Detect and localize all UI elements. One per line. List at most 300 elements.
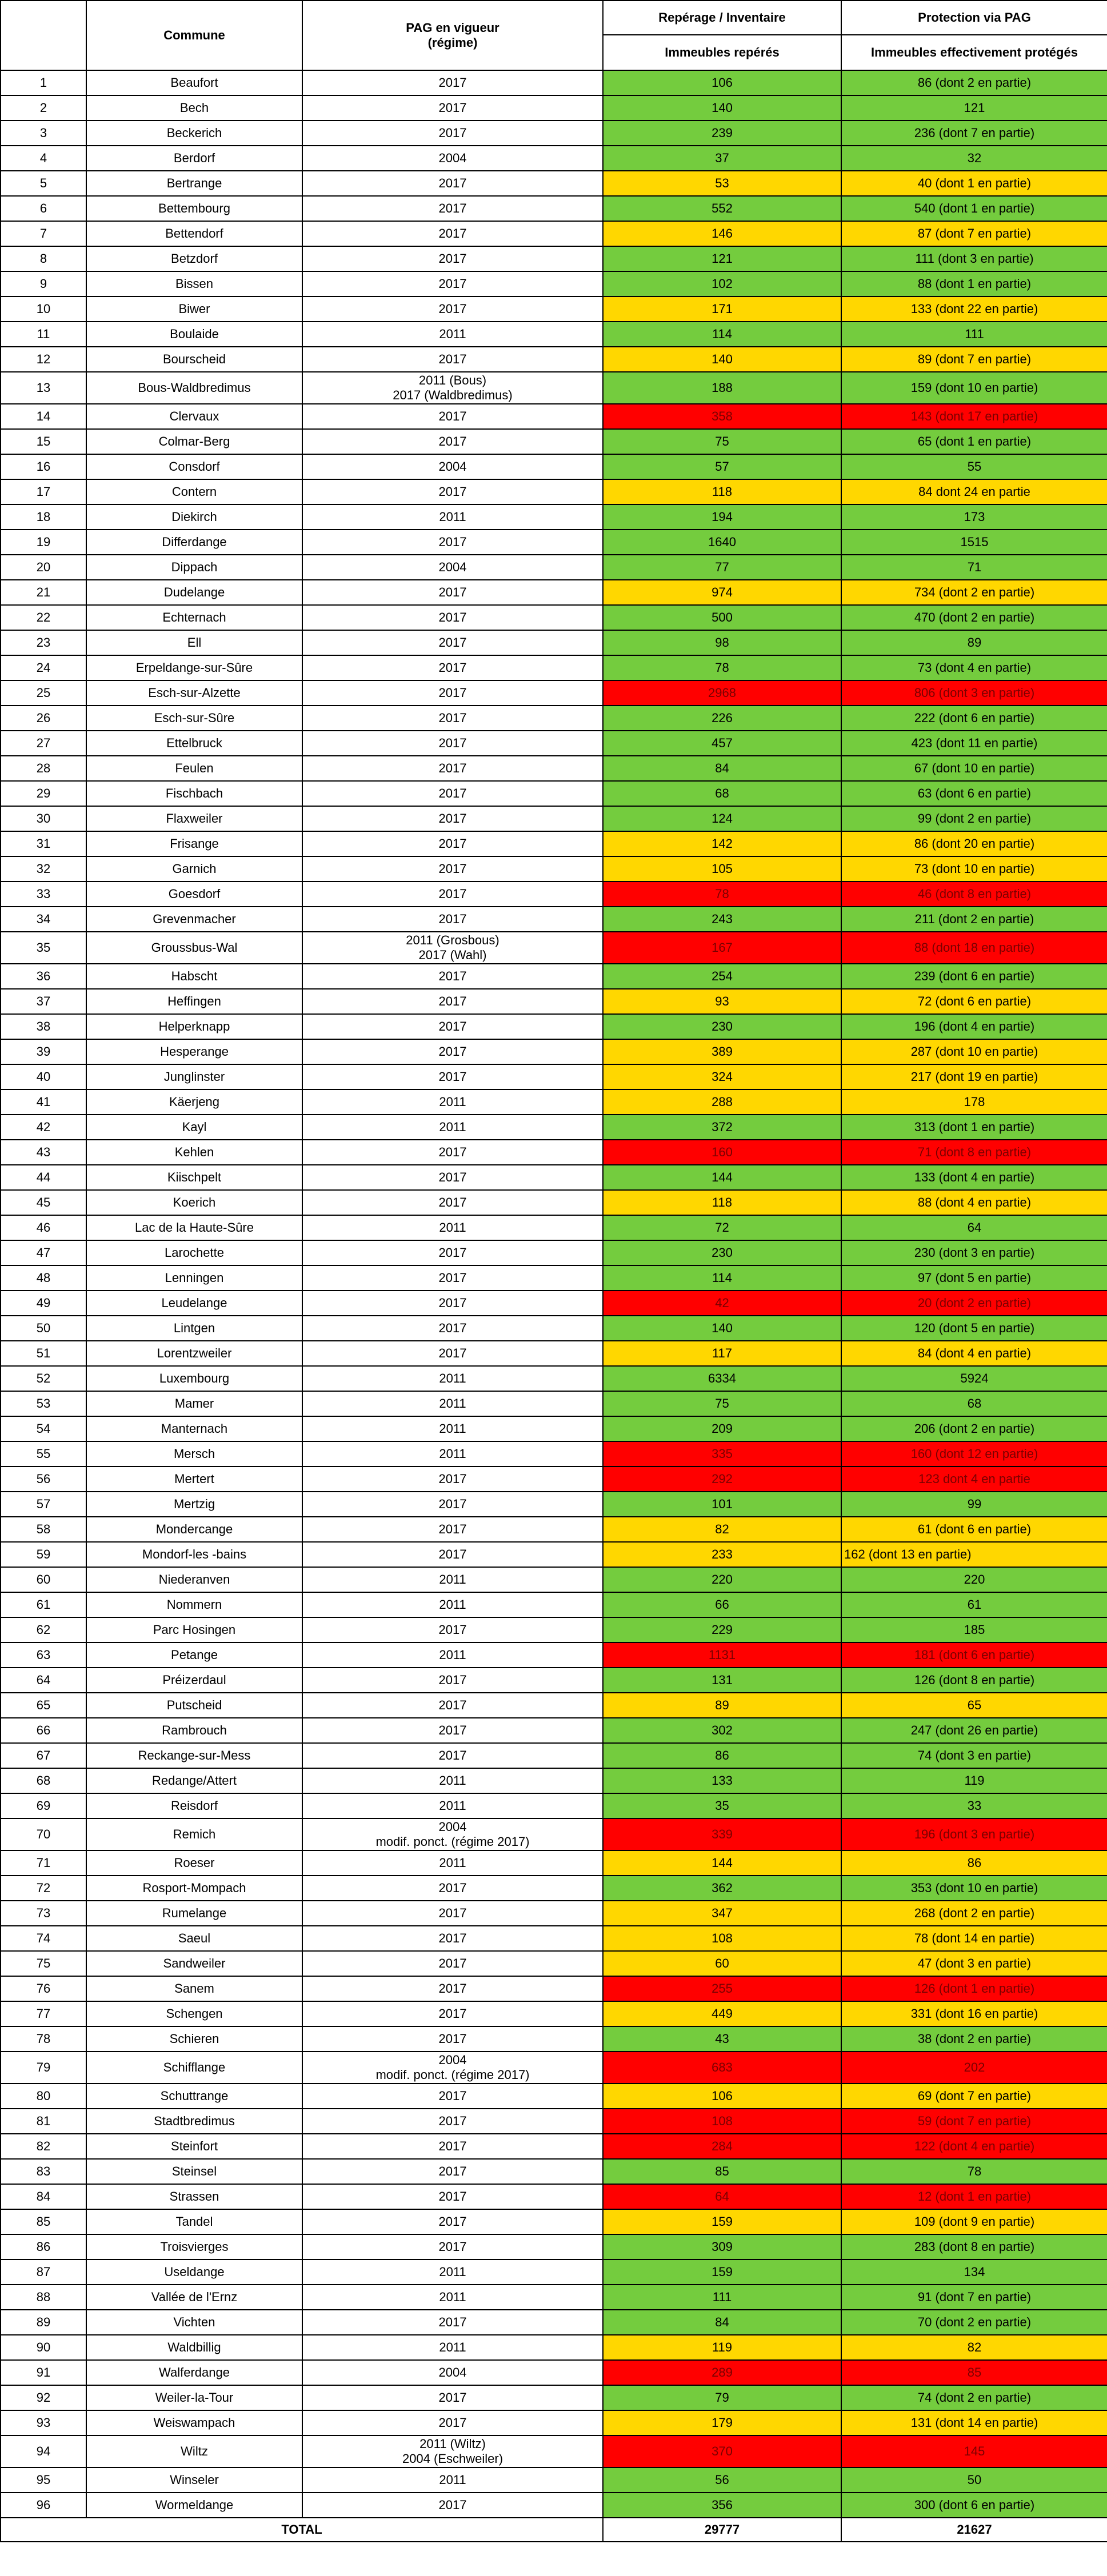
commune-name: Lac de la Haute-Sûre	[86, 1215, 302, 1240]
table-row	[1, 2259, 1107, 2285]
pag-regime: 2017	[302, 1291, 603, 1316]
table-row	[1, 2410, 1107, 2435]
pag-regime: 2017	[302, 2109, 603, 2134]
row-number: 95	[1, 2467, 86, 2493]
immeubles-proteges: 61 (dont 6 en partie)	[841, 1517, 1107, 1542]
immeubles-reperes: 89	[603, 1693, 841, 1718]
immeubles-proteges: 86 (dont 2 en partie)	[841, 70, 1107, 95]
table-row	[1, 2026, 1107, 2052]
commune-name: Saeul	[86, 1926, 302, 1951]
row-number: 47	[1, 1240, 86, 1265]
row-number: 77	[1, 2001, 86, 2026]
immeubles-reperes: 64	[603, 2184, 841, 2209]
immeubles-reperes: 108	[603, 1926, 841, 1951]
table-row	[1, 1165, 1107, 1190]
table-row	[1, 1341, 1107, 1366]
row-number: 89	[1, 2310, 86, 2335]
commune-name: Junglinster	[86, 1064, 302, 1089]
table-row	[1, 2109, 1107, 2134]
pag-regime: 2017	[302, 1743, 603, 1768]
table-row	[1, 605, 1107, 630]
immeubles-proteges: 69 (dont 7 en partie)	[841, 2084, 1107, 2109]
pag-regime: 2017	[302, 530, 603, 555]
row-number: 33	[1, 882, 86, 907]
table-row	[1, 731, 1107, 756]
immeubles-proteges: 134	[841, 2259, 1107, 2285]
commune-name: Vichten	[86, 2310, 302, 2335]
pag-regime: 2017	[302, 2026, 603, 2052]
commune-name: Schieren	[86, 2026, 302, 2052]
pag-regime: 2004	[302, 146, 603, 171]
immeubles-proteges: 64	[841, 1215, 1107, 1240]
table-row	[1, 1240, 1107, 1265]
table-row	[1, 706, 1107, 731]
immeubles-proteges: 121	[841, 95, 1107, 121]
pag-regime: 2017	[302, 221, 603, 246]
row-number: 24	[1, 655, 86, 680]
commune-name: Schifflange	[86, 2052, 302, 2084]
row-number: 45	[1, 1190, 86, 1215]
immeubles-reperes: 102	[603, 271, 841, 297]
commune-name: Wormeldange	[86, 2493, 302, 2518]
immeubles-proteges: 88 (dont 18 en partie)	[841, 932, 1107, 964]
row-number: 83	[1, 2159, 86, 2184]
commune-name: Strassen	[86, 2184, 302, 2209]
pag-regime: 2017	[302, 196, 603, 221]
table-row	[1, 221, 1107, 246]
immeubles-proteges: 61	[841, 1592, 1107, 1617]
table-row	[1, 1492, 1107, 1517]
commune-name: Préizerdaul	[86, 1668, 302, 1693]
immeubles-reperes: 105	[603, 856, 841, 882]
pag-regime: 2017	[302, 1951, 603, 1976]
row-number: 38	[1, 1014, 86, 1039]
table-row	[1, 1190, 1107, 1215]
immeubles-reperes: 188	[603, 372, 841, 404]
commune-name: Dippach	[86, 555, 302, 580]
immeubles-reperes: 108	[603, 2109, 841, 2134]
immeubles-proteges: 423 (dont 11 en partie)	[841, 731, 1107, 756]
commune-name: Rambrouch	[86, 1718, 302, 1743]
immeubles-proteges: 89	[841, 630, 1107, 655]
immeubles-proteges: 196 (dont 4 en partie)	[841, 1014, 1107, 1039]
immeubles-reperes: 98	[603, 630, 841, 655]
row-number: 28	[1, 756, 86, 781]
immeubles-reperes: 292	[603, 1467, 841, 1492]
pag-regime: 2011	[302, 2335, 603, 2360]
pag-regime: 2017	[302, 1190, 603, 1215]
pag-regime: 2017	[302, 731, 603, 756]
pag-regime: 2017	[302, 2159, 603, 2184]
immeubles-proteges: 86 (dont 20 en partie)	[841, 831, 1107, 856]
pag-regime: 2017	[302, 2084, 603, 2109]
immeubles-proteges: 85	[841, 2360, 1107, 2385]
row-number: 56	[1, 1467, 86, 1492]
row-number: 26	[1, 706, 86, 731]
pag-regime: 2017	[302, 1140, 603, 1165]
immeubles-proteges: 87 (dont 7 en partie)	[841, 221, 1107, 246]
table-row	[1, 1140, 1107, 1165]
immeubles-proteges: 109 (dont 9 en partie)	[841, 2209, 1107, 2234]
immeubles-reperes: 339	[603, 1818, 841, 1850]
immeubles-reperes: 552	[603, 196, 841, 221]
row-number: 62	[1, 1617, 86, 1642]
pag-regime: 2017	[302, 2134, 603, 2159]
table-row	[1, 1039, 1107, 1064]
row-number: 25	[1, 680, 86, 706]
commune-name: Luxembourg	[86, 1366, 302, 1391]
immeubles-proteges: 268 (dont 2 en partie)	[841, 1901, 1107, 1926]
immeubles-proteges: 202	[841, 2052, 1107, 2084]
immeubles-proteges: 65	[841, 1693, 1107, 1718]
immeubles-proteges: 173	[841, 504, 1107, 530]
table-row	[1, 2159, 1107, 2184]
row-number: 41	[1, 1089, 86, 1115]
row-number: 60	[1, 1567, 86, 1592]
commune-name: Hesperange	[86, 1039, 302, 1064]
pag-regime: 2017	[302, 347, 603, 372]
commune-name: Goesdorf	[86, 882, 302, 907]
immeubles-reperes: 56	[603, 2467, 841, 2493]
immeubles-reperes: 239	[603, 121, 841, 146]
table-row	[1, 756, 1107, 781]
pag-regime: 2017	[302, 680, 603, 706]
immeubles-reperes: 209	[603, 1416, 841, 1441]
table-row	[1, 171, 1107, 196]
pag-regime: 2017	[302, 1165, 603, 1190]
immeubles-proteges: 71 (dont 8 en partie)	[841, 1140, 1107, 1165]
row-number: 90	[1, 2335, 86, 2360]
immeubles-reperes: 106	[603, 2084, 841, 2109]
commune-name: Lintgen	[86, 1316, 302, 1341]
table-row	[1, 429, 1107, 454]
table-row	[1, 271, 1107, 297]
pag-regime: 2011	[302, 504, 603, 530]
table-row	[1, 2285, 1107, 2310]
immeubles-proteges: 46 (dont 8 en partie)	[841, 882, 1107, 907]
row-number: 7	[1, 221, 86, 246]
pag-regime: 2017	[302, 1467, 603, 1492]
immeubles-proteges: 178	[841, 1089, 1107, 1115]
table-row	[1, 2084, 1107, 2109]
immeubles-proteges: 470 (dont 2 en partie)	[841, 605, 1107, 630]
row-number: 67	[1, 1743, 86, 1768]
commune-name: Rumelange	[86, 1901, 302, 1926]
immeubles-proteges: 181 (dont 6 en partie)	[841, 1642, 1107, 1668]
commune-name: Remich	[86, 1818, 302, 1850]
table-row	[1, 1592, 1107, 1617]
immeubles-reperes: 114	[603, 322, 841, 347]
commune-name: Steinsel	[86, 2159, 302, 2184]
row-number: 42	[1, 1115, 86, 1140]
commune-name: Manternach	[86, 1416, 302, 1441]
table-row	[1, 856, 1107, 882]
table-row	[1, 1567, 1107, 1592]
row-number: 13	[1, 372, 86, 404]
table-row	[1, 1617, 1107, 1642]
pag-regime: 2011	[302, 2467, 603, 2493]
pag-regime: 2017	[302, 2310, 603, 2335]
immeubles-reperes: 66	[603, 1592, 841, 1617]
immeubles-proteges: 73 (dont 10 en partie)	[841, 856, 1107, 882]
pag-regime: 2017	[302, 1341, 603, 1366]
commune-name: Reckange-sur-Mess	[86, 1743, 302, 1768]
immeubles-reperes: 144	[603, 1850, 841, 1876]
pag-regime: 2011	[302, 1391, 603, 1416]
immeubles-reperes: 144	[603, 1165, 841, 1190]
immeubles-proteges: 63 (dont 6 en partie)	[841, 781, 1107, 806]
row-number: 93	[1, 2410, 86, 2435]
table-row	[1, 964, 1107, 989]
immeubles-proteges: 145	[841, 2435, 1107, 2467]
commune-name: Stadtbredimus	[86, 2109, 302, 2134]
row-number: 2	[1, 95, 86, 121]
commune-name: Tandel	[86, 2209, 302, 2234]
immeubles-reperes: 288	[603, 1089, 841, 1115]
pag-regime: 2017	[302, 479, 603, 504]
table-row	[1, 2385, 1107, 2410]
immeubles-proteges: 78 (dont 14 en partie)	[841, 1926, 1107, 1951]
table-row	[1, 806, 1107, 831]
immeubles-proteges: 5924	[841, 1366, 1107, 1391]
pag-regime: 2017	[302, 1693, 603, 1718]
pag-regime: 2017	[302, 1517, 603, 1542]
immeubles-reperes: 335	[603, 1441, 841, 1467]
immeubles-reperes: 358	[603, 404, 841, 429]
immeubles-reperes: 230	[603, 1240, 841, 1265]
pag-regime: 2011	[302, 1366, 603, 1391]
commune-name: Bech	[86, 95, 302, 121]
table-row	[1, 1215, 1107, 1240]
pag-regime: 2004	[302, 2360, 603, 2385]
pag-regime: 2017	[302, 70, 603, 95]
table-row	[1, 297, 1107, 322]
immeubles-reperes: 6334	[603, 1366, 841, 1391]
table-row	[1, 2184, 1107, 2209]
table-row	[1, 121, 1107, 146]
commune-name: Lorentzweiler	[86, 1341, 302, 1366]
row-number: 49	[1, 1291, 86, 1316]
immeubles-proteges: 99	[841, 1492, 1107, 1517]
pag-regime: 2017	[302, 882, 603, 907]
total-label: TOTAL	[1, 2518, 603, 2542]
immeubles-reperes: 302	[603, 1718, 841, 1743]
immeubles-reperes: 167	[603, 932, 841, 964]
commune-name: Schuttrange	[86, 2084, 302, 2109]
pag-regime: 2017	[302, 121, 603, 146]
table-row	[1, 989, 1107, 1014]
pag-regime: 2017	[302, 2410, 603, 2435]
row-number: 35	[1, 932, 86, 964]
row-number: 76	[1, 1976, 86, 2001]
row-number: 80	[1, 2084, 86, 2109]
row-number: 3	[1, 121, 86, 146]
commune-name: Differdange	[86, 530, 302, 555]
immeubles-reperes: 324	[603, 1064, 841, 1089]
row-number: 4	[1, 146, 86, 171]
row-number: 1	[1, 70, 86, 95]
immeubles-proteges: 84 (dont 4 en partie)	[841, 1341, 1107, 1366]
row-number: 48	[1, 1265, 86, 1291]
row-number: 65	[1, 1693, 86, 1718]
pag-regime: 2017	[302, 1617, 603, 1642]
commune-name: Waldbillig	[86, 2335, 302, 2360]
immeubles-proteges: 185	[841, 1617, 1107, 1642]
immeubles-reperes: 372	[603, 1115, 841, 1140]
table-row	[1, 246, 1107, 271]
immeubles-reperes: 254	[603, 964, 841, 989]
row-number: 52	[1, 1366, 86, 1391]
commune-name: Garnich	[86, 856, 302, 882]
table-row	[1, 1818, 1107, 1850]
commune-name: Colmar-Berg	[86, 429, 302, 454]
row-number: 92	[1, 2385, 86, 2410]
immeubles-proteges: 206 (dont 2 en partie)	[841, 1416, 1107, 1441]
table-row	[1, 1316, 1107, 1341]
row-number: 88	[1, 2285, 86, 2310]
commune-name: Esch-sur-Alzette	[86, 680, 302, 706]
table-row	[1, 555, 1107, 580]
row-number: 94	[1, 2435, 86, 2467]
immeubles-proteges: 734 (dont 2 en partie)	[841, 580, 1107, 605]
immeubles-proteges: 97 (dont 5 en partie)	[841, 1265, 1107, 1291]
immeubles-reperes: 229	[603, 1617, 841, 1642]
immeubles-reperes: 159	[603, 2259, 841, 2285]
commune-name: Weiler-la-Tour	[86, 2385, 302, 2410]
immeubles-proteges: 40 (dont 1 en partie)	[841, 171, 1107, 196]
table-row	[1, 1542, 1107, 1567]
commune-name: Kayl	[86, 1115, 302, 1140]
pag-regime: 2011	[302, 1441, 603, 1467]
row-number: 53	[1, 1391, 86, 1416]
row-number: 17	[1, 479, 86, 504]
pag-regime: 2017	[302, 1901, 603, 1926]
commune-name: Ell	[86, 630, 302, 655]
table-row	[1, 1743, 1107, 1768]
immeubles-proteges: 283 (dont 8 en partie)	[841, 2234, 1107, 2259]
pag-regime: 2017	[302, 171, 603, 196]
immeubles-proteges: 300 (dont 6 en partie)	[841, 2493, 1107, 2518]
immeubles-proteges: 119	[841, 1768, 1107, 1793]
pag-regime: 2017	[302, 2385, 603, 2410]
immeubles-reperes: 124	[603, 806, 841, 831]
pag-regime: 2011	[302, 1768, 603, 1793]
row-number: 73	[1, 1901, 86, 1926]
row-number: 14	[1, 404, 86, 429]
pag-regime: 2017	[302, 806, 603, 831]
table-body	[1, 70, 1107, 2518]
header-commune: Commune	[86, 1, 302, 70]
immeubles-proteges: 162 (dont 13 en partie)	[841, 1542, 1107, 1567]
pag-regime: 2017	[302, 1316, 603, 1341]
immeubles-proteges: 239 (dont 6 en partie)	[841, 964, 1107, 989]
row-number: 23	[1, 630, 86, 655]
table-row	[1, 504, 1107, 530]
commune-name: Consdorf	[86, 454, 302, 479]
commune-name: Mamer	[86, 1391, 302, 1416]
immeubles-reperes: 43	[603, 2026, 841, 2052]
header-pag-line1: PAG en vigueur	[406, 21, 499, 35]
row-number: 27	[1, 731, 86, 756]
table-row	[1, 1366, 1107, 1391]
table-row	[1, 1391, 1107, 1416]
commune-name: Bissen	[86, 271, 302, 297]
immeubles-reperes: 1131	[603, 1642, 841, 1668]
table-row	[1, 1467, 1107, 1492]
immeubles-reperes: 140	[603, 1316, 841, 1341]
row-number: 66	[1, 1718, 86, 1743]
pag-regime: 2011	[302, 1642, 603, 1668]
pag-regime: 2011	[302, 1115, 603, 1140]
immeubles-reperes: 78	[603, 882, 841, 907]
header-pag-line2: (régime)	[427, 35, 478, 50]
commune-name: Mondercange	[86, 1517, 302, 1542]
immeubles-proteges: 74 (dont 3 en partie)	[841, 1743, 1107, 1768]
immeubles-proteges: 331 (dont 16 en partie)	[841, 2001, 1107, 2026]
immeubles-proteges: 72 (dont 6 en partie)	[841, 989, 1107, 1014]
commune-name: Troisvierges	[86, 2234, 302, 2259]
immeubles-reperes: 2968	[603, 680, 841, 706]
commune-name: Roeser	[86, 1850, 302, 1876]
commune-name: Bettembourg	[86, 196, 302, 221]
immeubles-reperes: 131	[603, 1668, 841, 1693]
immeubles-proteges: 126 (dont 1 en partie)	[841, 1976, 1107, 2001]
table-row	[1, 2467, 1107, 2493]
commune-name: Lenningen	[86, 1265, 302, 1291]
pag-regime: 2017	[302, 404, 603, 429]
pag-regime: 2017	[302, 429, 603, 454]
commune-name: Rosport-Mompach	[86, 1876, 302, 1901]
pag-regime: 2017	[302, 271, 603, 297]
pag-regime: 2017	[302, 1039, 603, 1064]
row-number: 96	[1, 2493, 86, 2518]
row-number: 20	[1, 555, 86, 580]
immeubles-reperes: 974	[603, 580, 841, 605]
pag-regime: 2017	[302, 781, 603, 806]
header-immeubles-reperes: Immeubles repérés	[603, 35, 841, 70]
immeubles-reperes: 159	[603, 2209, 841, 2234]
pag-regime: 2017	[302, 1668, 603, 1693]
table-row	[1, 630, 1107, 655]
row-number: 36	[1, 964, 86, 989]
row-number: 22	[1, 605, 86, 630]
row-number: 29	[1, 781, 86, 806]
immeubles-proteges: 70 (dont 2 en partie)	[841, 2310, 1107, 2335]
immeubles-proteges: 222 (dont 6 en partie)	[841, 706, 1107, 731]
pag-regime: 2017	[302, 246, 603, 271]
immeubles-reperes: 683	[603, 2052, 841, 2084]
table-row	[1, 2493, 1107, 2518]
immeubles-proteges: 32	[841, 146, 1107, 171]
immeubles-reperes: 68	[603, 781, 841, 806]
header-reperage: Repérage / Inventaire	[603, 1, 841, 35]
immeubles-reperes: 160	[603, 1140, 841, 1165]
commune-name: Mondorf-les -bains	[86, 1542, 302, 1567]
commune-name: Mersch	[86, 1441, 302, 1467]
immeubles-reperes: 93	[603, 989, 841, 1014]
commune-name: Kehlen	[86, 1140, 302, 1165]
commune-name: Niederanven	[86, 1567, 302, 1592]
immeubles-proteges: 133 (dont 22 en partie)	[841, 297, 1107, 322]
row-number: 18	[1, 504, 86, 530]
table-row	[1, 1768, 1107, 1793]
row-number: 82	[1, 2134, 86, 2159]
row-number: 54	[1, 1416, 86, 1441]
immeubles-reperes: 114	[603, 1265, 841, 1291]
immeubles-proteges: 33	[841, 1793, 1107, 1818]
pag-regime: 2004	[302, 454, 603, 479]
header-number	[1, 1, 86, 70]
